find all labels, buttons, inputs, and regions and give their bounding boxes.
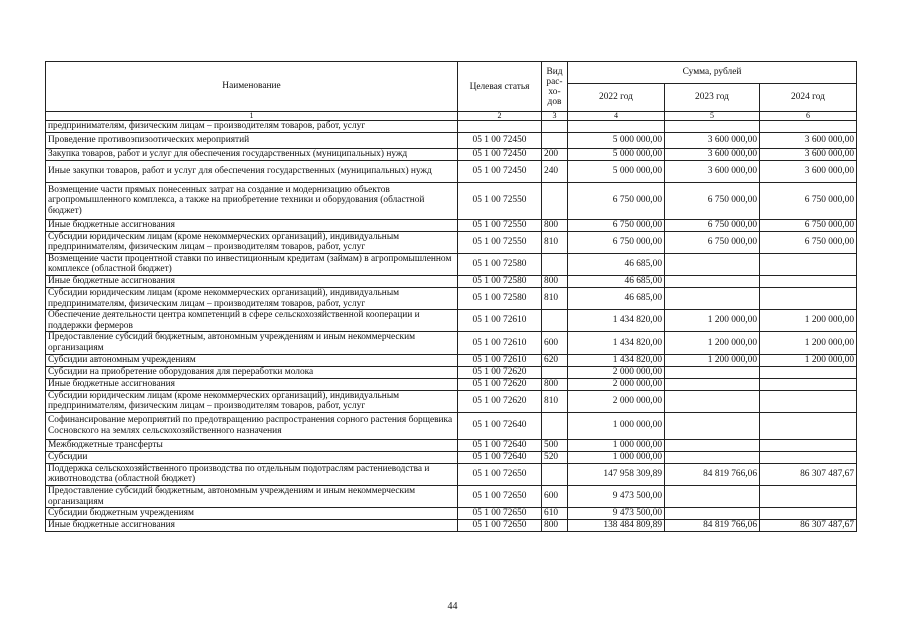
row-sum-2022: 2 000 000,00: [568, 390, 665, 412]
row-kind: 600: [542, 485, 568, 507]
table-row: [46, 231, 857, 253]
column-number: 1: [46, 112, 458, 121]
column-number: 2: [458, 112, 542, 121]
row-sum-2023: [665, 485, 760, 507]
row-sum-2022: 1 000 000,00: [568, 439, 665, 451]
row-sum-2024: [760, 390, 857, 412]
row-kind: 520: [542, 451, 568, 463]
row-kind: 600: [542, 332, 568, 354]
table-row: [46, 485, 857, 507]
table-row: [46, 378, 857, 390]
budget-table: [45, 61, 857, 532]
table-row: [46, 412, 857, 439]
row-sum-2024: [760, 508, 857, 520]
row-name: Иные бюджетные ассигнования: [46, 275, 458, 287]
column-number: 3: [542, 112, 568, 121]
page-number: 44: [447, 601, 458, 612]
row-sum-2024: [760, 412, 857, 439]
row-sum-2022: 5 000 000,00: [568, 160, 665, 182]
row-kind: [542, 412, 568, 439]
row-sum-2022: 1 434 820,00: [568, 310, 665, 332]
table-row: [46, 287, 857, 309]
row-sum-2023: [665, 366, 760, 378]
row-sum-2022: 9 473 500,00: [568, 508, 665, 520]
row-name: Предоставление субсидий бюджетным, автономным учреждениям и иным некоммерческим организациям: [46, 485, 458, 507]
row-sum-2023: 1 200 000,00: [665, 332, 760, 354]
row-kind: 810: [542, 231, 568, 253]
row-sum-2023: 3 600 000,00: [665, 160, 760, 182]
row-sum-2024: 3 600 000,00: [760, 160, 857, 182]
row-kind: 810: [542, 287, 568, 309]
row-sum-2024: 3 600 000,00: [760, 148, 857, 160]
row-sum-2024: 1 200 000,00: [760, 354, 857, 366]
row-sum-2022: 6 750 000,00: [568, 231, 665, 253]
table-row: [46, 132, 857, 148]
row-sum-2024: [760, 287, 857, 309]
row-code: 05 1 00 72580: [458, 253, 542, 275]
row-name: Предоставление субсидий бюджетным, автономным учреждениям и иным некоммерческим организациям: [46, 332, 458, 354]
row-code: 05 1 00 72620: [458, 390, 542, 412]
row-code: [458, 121, 542, 133]
row-kind: 800: [542, 378, 568, 390]
column-number: 4: [568, 112, 665, 121]
row-sum-2024: 1 200 000,00: [760, 310, 857, 332]
row-name: Возмещение части прямых понесенных затрат на создание и модернизацию объектов агропромышленного комплекса, а также на приобретение техники и оборудования (областной бюджет): [46, 182, 458, 219]
row-sum-2022: 6 750 000,00: [568, 182, 665, 219]
row-code: 05 1 00 72650: [458, 508, 542, 520]
row-sum-2023: [665, 508, 760, 520]
row-sum-2022: 46 685,00: [568, 275, 665, 287]
row-sum-2024: 6 750 000,00: [760, 219, 857, 231]
row-sum-2023: 6 750 000,00: [665, 182, 760, 219]
row-kind: [542, 463, 568, 485]
table-row: [46, 148, 857, 160]
row-code: 05 1 00 72640: [458, 451, 542, 463]
row-name: Обеспечение деятельности центра компетенций в сфере сельскохозяйственной кооперации и поддержки фермеров: [46, 310, 458, 332]
table-row: [46, 253, 857, 275]
row-kind: 610: [542, 508, 568, 520]
row-sum-2022: 1 434 820,00: [568, 332, 665, 354]
table-row: [46, 451, 857, 463]
row-kind: [542, 182, 568, 219]
row-sum-2023: 3 600 000,00: [665, 148, 760, 160]
table-body: [46, 121, 857, 532]
row-sum-2023: [665, 390, 760, 412]
header-year-2024: 2024 год: [760, 84, 857, 112]
row-name: Возмещение части процентной ставки по инвестиционным кредитам (займам) в агропромышленном комплексе (областной бюджет): [46, 253, 458, 275]
row-sum-2022: 5 000 000,00: [568, 132, 665, 148]
row-sum-2023: 1 200 000,00: [665, 310, 760, 332]
row-name: Межбюджетные трансферты: [46, 439, 458, 451]
row-sum-2022: 2 000 000,00: [568, 378, 665, 390]
row-sum-2023: 6 750 000,00: [665, 219, 760, 231]
row-name: Софинансирование мероприятий по предотвращению распространения сорного растения борщевика Сосновского на землях сельскохозяйственного назначения: [46, 412, 458, 439]
row-kind: 810: [542, 390, 568, 412]
table-row: [46, 390, 857, 412]
row-code: 05 1 00 72580: [458, 275, 542, 287]
row-code: 05 1 00 72450: [458, 132, 542, 148]
row-sum-2024: 3 600 000,00: [760, 132, 857, 148]
row-sum-2024: [760, 378, 857, 390]
row-kind: 800: [542, 219, 568, 231]
table-row: [46, 439, 857, 451]
table-row: [46, 275, 857, 287]
column-number-row: [46, 112, 857, 121]
row-sum-2023: [665, 412, 760, 439]
row-name: Субсидии юридическим лицам (кроме некоммерческих организаций), индивидуальным предпринимателям, физическим лицам – производителям товаров, работ, услуг: [46, 287, 458, 309]
table-row: [46, 121, 857, 133]
row-sum-2024: [760, 366, 857, 378]
header-kind: Вид рас- хо- дов: [542, 62, 568, 112]
row-name: Иные бюджетные ассигнования: [46, 219, 458, 231]
row-sum-2024: [760, 253, 857, 275]
row-kind: 240: [542, 160, 568, 182]
table-row: [46, 160, 857, 182]
row-name: Закупка товаров, работ и услуг для обеспечения государственных (муниципальных) нужд: [46, 148, 458, 160]
row-sum-2022: 2 000 000,00: [568, 366, 665, 378]
table-row: [46, 366, 857, 378]
row-sum-2022: [568, 121, 665, 133]
row-code: 05 1 00 72580: [458, 287, 542, 309]
row-code: 05 1 00 72610: [458, 332, 542, 354]
row-sum-2022: 6 750 000,00: [568, 219, 665, 231]
row-sum-2024: [760, 121, 857, 133]
row-kind: 800: [542, 275, 568, 287]
row-sum-2022: 1 434 820,00: [568, 354, 665, 366]
row-name: предпринимателям, физическим лицам – производителям товаров, работ, услуг: [46, 121, 458, 133]
row-code: 05 1 00 72450: [458, 148, 542, 160]
row-code: 05 1 00 72650: [458, 520, 542, 532]
row-sum-2024: [760, 439, 857, 451]
row-code: 05 1 00 72550: [458, 182, 542, 219]
row-sum-2022: 46 685,00: [568, 253, 665, 275]
row-sum-2023: 84 819 766,06: [665, 463, 760, 485]
row-kind: 200: [542, 148, 568, 160]
row-sum-2024: [760, 451, 857, 463]
row-sum-2024: 1 200 000,00: [760, 332, 857, 354]
row-kind: [542, 132, 568, 148]
row-code: 05 1 00 72640: [458, 412, 542, 439]
row-sum-2023: [665, 287, 760, 309]
table-row: [46, 463, 857, 485]
row-sum-2023: 1 200 000,00: [665, 354, 760, 366]
row-code: 05 1 00 72610: [458, 310, 542, 332]
row-code: 05 1 00 72550: [458, 231, 542, 253]
header-code: Целевая статья: [458, 62, 542, 112]
row-kind: 500: [542, 439, 568, 451]
row-code: 05 1 00 72620: [458, 366, 542, 378]
row-kind: [542, 121, 568, 133]
row-sum-2024: 6 750 000,00: [760, 231, 857, 253]
row-sum-2022: 147 958 309,89: [568, 463, 665, 485]
row-sum-2023: 3 600 000,00: [665, 132, 760, 148]
row-sum-2022: 1 000 000,00: [568, 412, 665, 439]
row-name: Субсидии юридическим лицам (кроме некоммерческих организаций), индивидуальным предпринимателям, физическим лицам – производителям товаров, работ, услуг: [46, 390, 458, 412]
row-kind: [542, 310, 568, 332]
row-code: 05 1 00 72550: [458, 219, 542, 231]
row-name: Субсидии бюджетным учреждениям: [46, 508, 458, 520]
column-number: 5: [665, 112, 760, 121]
header-sum: Сумма, рублей: [568, 62, 857, 84]
row-sum-2022: 138 484 809,89: [568, 520, 665, 532]
row-name: Субсидии автономным учреждениям: [46, 354, 458, 366]
row-sum-2024: 86 307 487,67: [760, 520, 857, 532]
row-sum-2023: 84 819 766,06: [665, 520, 760, 532]
row-name: Поддержка сельскохозяйственного производства по отдельным подотраслям растениеводства и животноводства (областной бюджет): [46, 463, 458, 485]
header-name: Наименование: [46, 62, 458, 112]
row-sum-2022: 46 685,00: [568, 287, 665, 309]
row-code: 05 1 00 72650: [458, 485, 542, 507]
row-sum-2024: [760, 485, 857, 507]
row-code: 05 1 00 72610: [458, 354, 542, 366]
row-name: Проведение противоэпизоотических мероприятий: [46, 132, 458, 148]
header-year-2022: 2022 год: [568, 84, 665, 112]
row-code: 05 1 00 72650: [458, 463, 542, 485]
row-name: Субсидии юридическим лицам (кроме некоммерческих организаций), индивидуальным предпринимателям, физическим лицам – производителям товаров, работ, услуг: [46, 231, 458, 253]
table-row: [46, 508, 857, 520]
table-row: [46, 219, 857, 231]
row-name: Иные бюджетные ассигнования: [46, 378, 458, 390]
row-sum-2024: [760, 275, 857, 287]
row-code: 05 1 00 72640: [458, 439, 542, 451]
row-sum-2023: [665, 253, 760, 275]
row-sum-2024: 6 750 000,00: [760, 182, 857, 219]
column-number: 6: [760, 112, 857, 121]
row-sum-2022: 1 000 000,00: [568, 451, 665, 463]
row-code: 05 1 00 72620: [458, 378, 542, 390]
row-sum-2023: [665, 275, 760, 287]
row-code: 05 1 00 72450: [458, 160, 542, 182]
row-kind: [542, 366, 568, 378]
row-sum-2023: [665, 439, 760, 451]
row-name: Иные бюджетные ассигнования: [46, 520, 458, 532]
table-row: [46, 520, 857, 532]
row-sum-2023: [665, 378, 760, 390]
row-name: Иные закупки товаров, работ и услуг для обеспечения государственных (муниципальных) нужд: [46, 160, 458, 182]
table-row: [46, 182, 857, 219]
row-sum-2024: 86 307 487,67: [760, 463, 857, 485]
row-sum-2022: 5 000 000,00: [568, 148, 665, 160]
table-row: [46, 332, 857, 354]
header-year-2023: 2023 год: [665, 84, 760, 112]
row-sum-2023: [665, 121, 760, 133]
row-kind: [542, 253, 568, 275]
row-name: Субсидии: [46, 451, 458, 463]
row-sum-2023: [665, 451, 760, 463]
row-name: Субсидии на приобретение оборудования для переработки молока: [46, 366, 458, 378]
table-row: [46, 354, 857, 366]
row-sum-2022: 9 473 500,00: [568, 485, 665, 507]
row-sum-2023: 6 750 000,00: [665, 231, 760, 253]
table-row: [46, 310, 857, 332]
row-kind: 620: [542, 354, 568, 366]
row-kind: 800: [542, 520, 568, 532]
